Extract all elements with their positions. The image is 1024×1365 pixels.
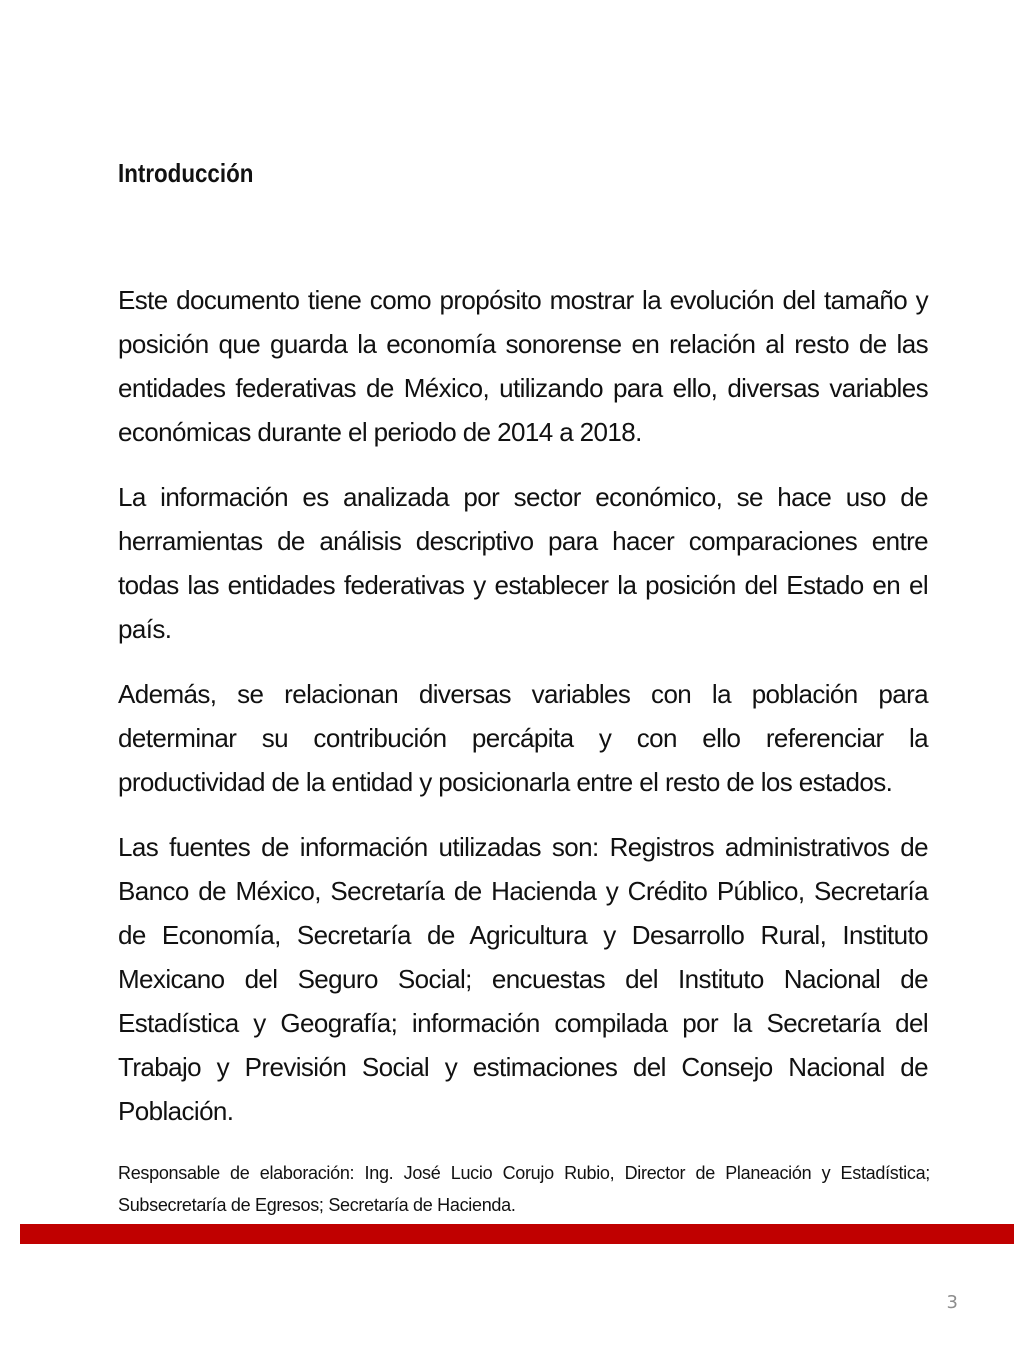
- author-credit: Responsable de elaboración: Ing. José Lucio Corujo Rubio, Director de Planeación y Estadística; Subsecretaría de Egresos; Secretaría de Hacienda.: [118, 1163, 930, 1215]
- page-heading: Introducción: [118, 158, 254, 188]
- paragraph-population: Además, se relacionan diversas variables con la población para determinar su contribución percápita y con ello referenciar la productividad de la entidad y posicionarla entre el resto de los estados.: [118, 679, 928, 797]
- page-number: 3: [946, 1292, 958, 1313]
- paragraph-purpose: Este documento tiene como propósito mostrar la evolución del tamaño y posición que guarda la economía sonorense en relación al resto de las entidades federativas de México, utilizando para ello, diversas variables económicas durante el periodo de 2014 a 2018.: [118, 285, 928, 447]
- paragraph-analysis: La información es analizada por sector económico, se hace uso de herramientas de análisis descriptivo para hacer comparaciones entre todas las entidades federativas y establecer la posición del Estado en el país.: [118, 482, 928, 644]
- paragraph-sources: Las fuentes de información utilizadas son: Registros administrativos de Banco de México, Secretaría de Hacienda y Crédito Público, Secretaría de Economía, Secretaría de Agricultura y Desarrollo Rural, Instituto Mexicano del Seguro Social; encuestas del Instituto Nacional de Estadística y Geografía; información compilada por la Secretaría del Trabajo y Previsión Social y estimaciones del Consejo Nacional de Población.: [118, 832, 928, 1126]
- footer-bar: [20, 1224, 1014, 1244]
- body-text: [118, 278, 928, 1154]
